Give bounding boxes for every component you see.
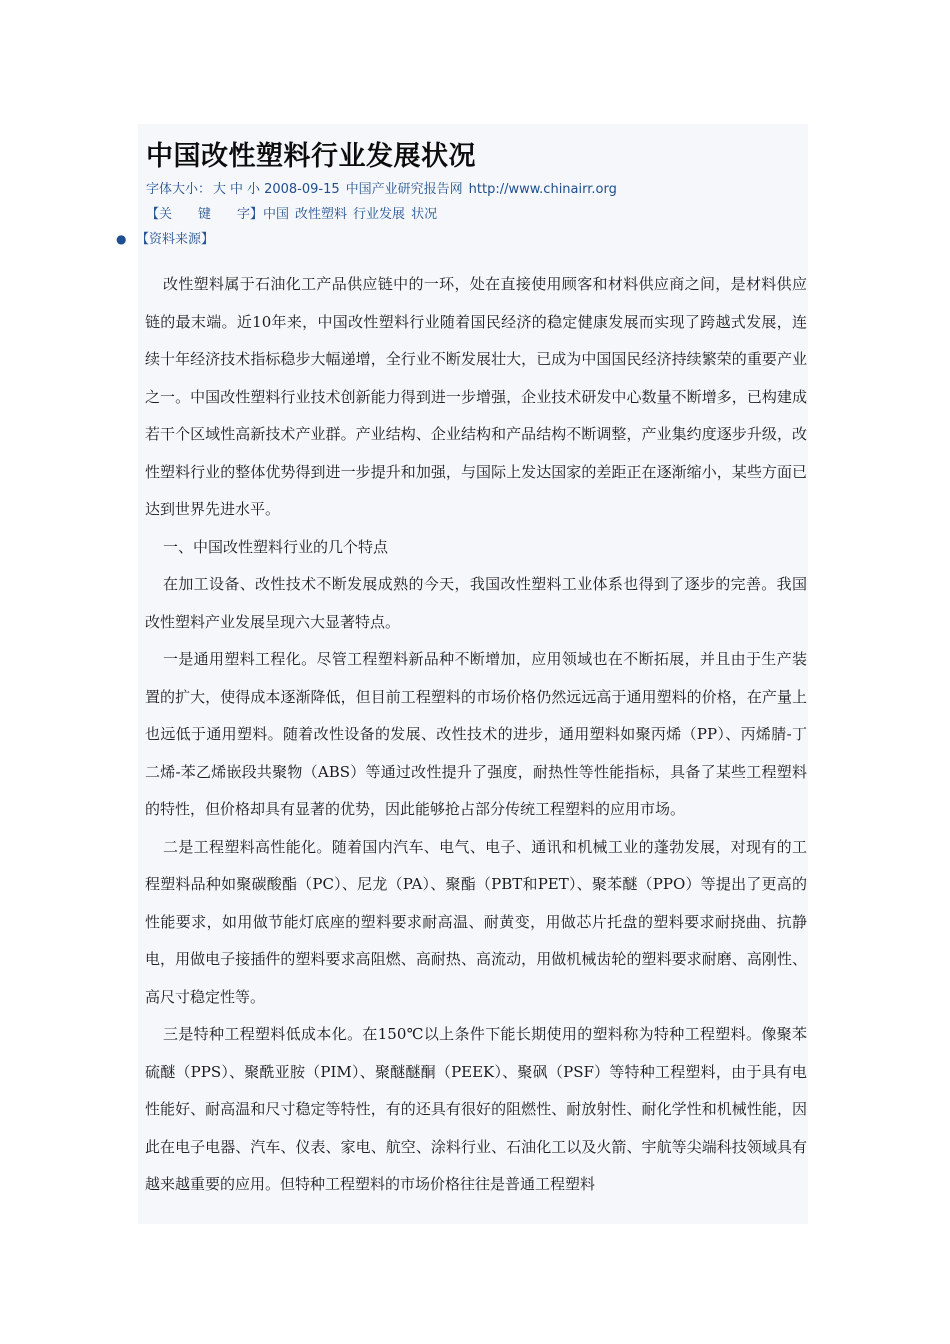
paragraph: 三是特种工程塑料低成本化。在150℃以上条件下能长期使用的塑料称为特种工程塑料。像聚苯硫醚（PPS）、聚酰亚胺（PIM）、聚醚醚酮（PEEK）、聚砜（PSF）等特种工程塑料，由于具有电性能好、耐高温和尺寸稳定等特性，有的还具有很好的阻燃性、耐放射性、耐化学性和机械性能，因此在电子电器、汽车、仪表、家电、航空、涂料行业、石油化工以及火箭、宇航等尖端科技领域具有越来越重要的应用。但特种工程塑料的市场价格往往是普通工程塑料 [145,1025,807,1193]
keyword-link[interactable]: 行业发展 [353,207,406,222]
paragraph: 在加工设备、改性技术不断发展成熟的今天，我国改性塑料工业体系也得到了逐步的完善。我国改性塑料产业发展呈现六大显著特点。 [145,575,807,631]
publisher-name: 中国产业研究报告网 [345,182,463,197]
font-size-medium-link[interactable]: 中 [230,182,244,197]
bullet-icon: ● [116,232,127,246]
source-label: 【资料来源】 [136,232,215,247]
article-title: 中国改性塑料行业发展状况 [146,141,476,172]
paragraph: 改性塑料属于石油化工产品供应链中的一环，处在直接使用顾客和材料供应商之间，是材料供应链的最末端。近10年来，中国改性塑料行业随着国民经济的稳定健康发展而实现了跨越式发展，连续十年经济技术指标稳步大幅递增，全行业不断发展壮大，已成为中国国民经济持续繁荣的重要产业之一。中国改性塑料行业技术创新能力得到进一步增强，企业技术研发中心数量不断增多，已构建成若干个区域性高新技术产业群。产业结构、企业结构和产品结构不断调整，产业集约度逐步升级，改性塑料行业的整体优势得到进一步提升和加强，与国际上发达国家的差距正在逐渐缩小，某些方面已达到世界先进水平。 [145,275,807,518]
keyword-link[interactable]: 状况 [411,207,438,222]
source-row [116,228,214,247]
keyword-link[interactable]: 中国 [263,207,290,222]
font-size-large-link[interactable]: 大 [213,182,227,197]
section-heading: 一、中国改性塑料行业的几个特点 [163,537,389,556]
article-body [145,266,807,1204]
keyword-link[interactable]: 改性塑料 [295,207,348,222]
font-size-small-link[interactable]: 小 [247,182,261,197]
paragraph: 二是工程塑料高性能化。随着国内汽车、电气、电子、通讯和机械工业的蓬勃发展，对现有的工程塑料品种如聚碳酸酯（PC）、尼龙（PA）、聚酯（PBT和PET）、聚苯醚（PPO）等提出了更高的性能要求，如用做节能灯底座的塑料要求耐高温、耐黄变，用做芯片托盘的塑料要求耐挠曲、抗静电，用做电子接插件的塑料要求高阻燃、高耐热、高流动，用做机械齿轮的塑料要求耐磨、高刚性、高尺寸稳定性等。 [145,837,807,1006]
paragraph: 一是通用塑料工程化。尽管工程塑料新品种不断增加，应用领域也在不断拓展，并且由于生产装置的扩大，使得成本逐渐降低，但目前工程塑料的市场价格仍然远远高于通用塑料的价格，在产量上也远低于通用塑料。随着改性设备的发展、改性技术的进步，通用塑料如聚丙烯（PP）、丙烯腈-丁二烯-苯乙烯嵌段共聚物（ABS）等通过改性提升了强度，耐热性等性能指标，具备了某些工程塑料的特性，但价格却具有显著的优势，因此能够抢占部分传统工程塑料的应用市场。 [145,650,807,818]
font-size-label: 字体大小： [146,182,212,197]
publish-date: 2008-09-15 [264,182,340,197]
article-meta [146,178,623,197]
keywords-row [146,203,443,222]
keywords-label: 【关 键 字】 [146,207,264,222]
publisher-url-link[interactable]: http://www.chinairr.org [468,182,617,197]
